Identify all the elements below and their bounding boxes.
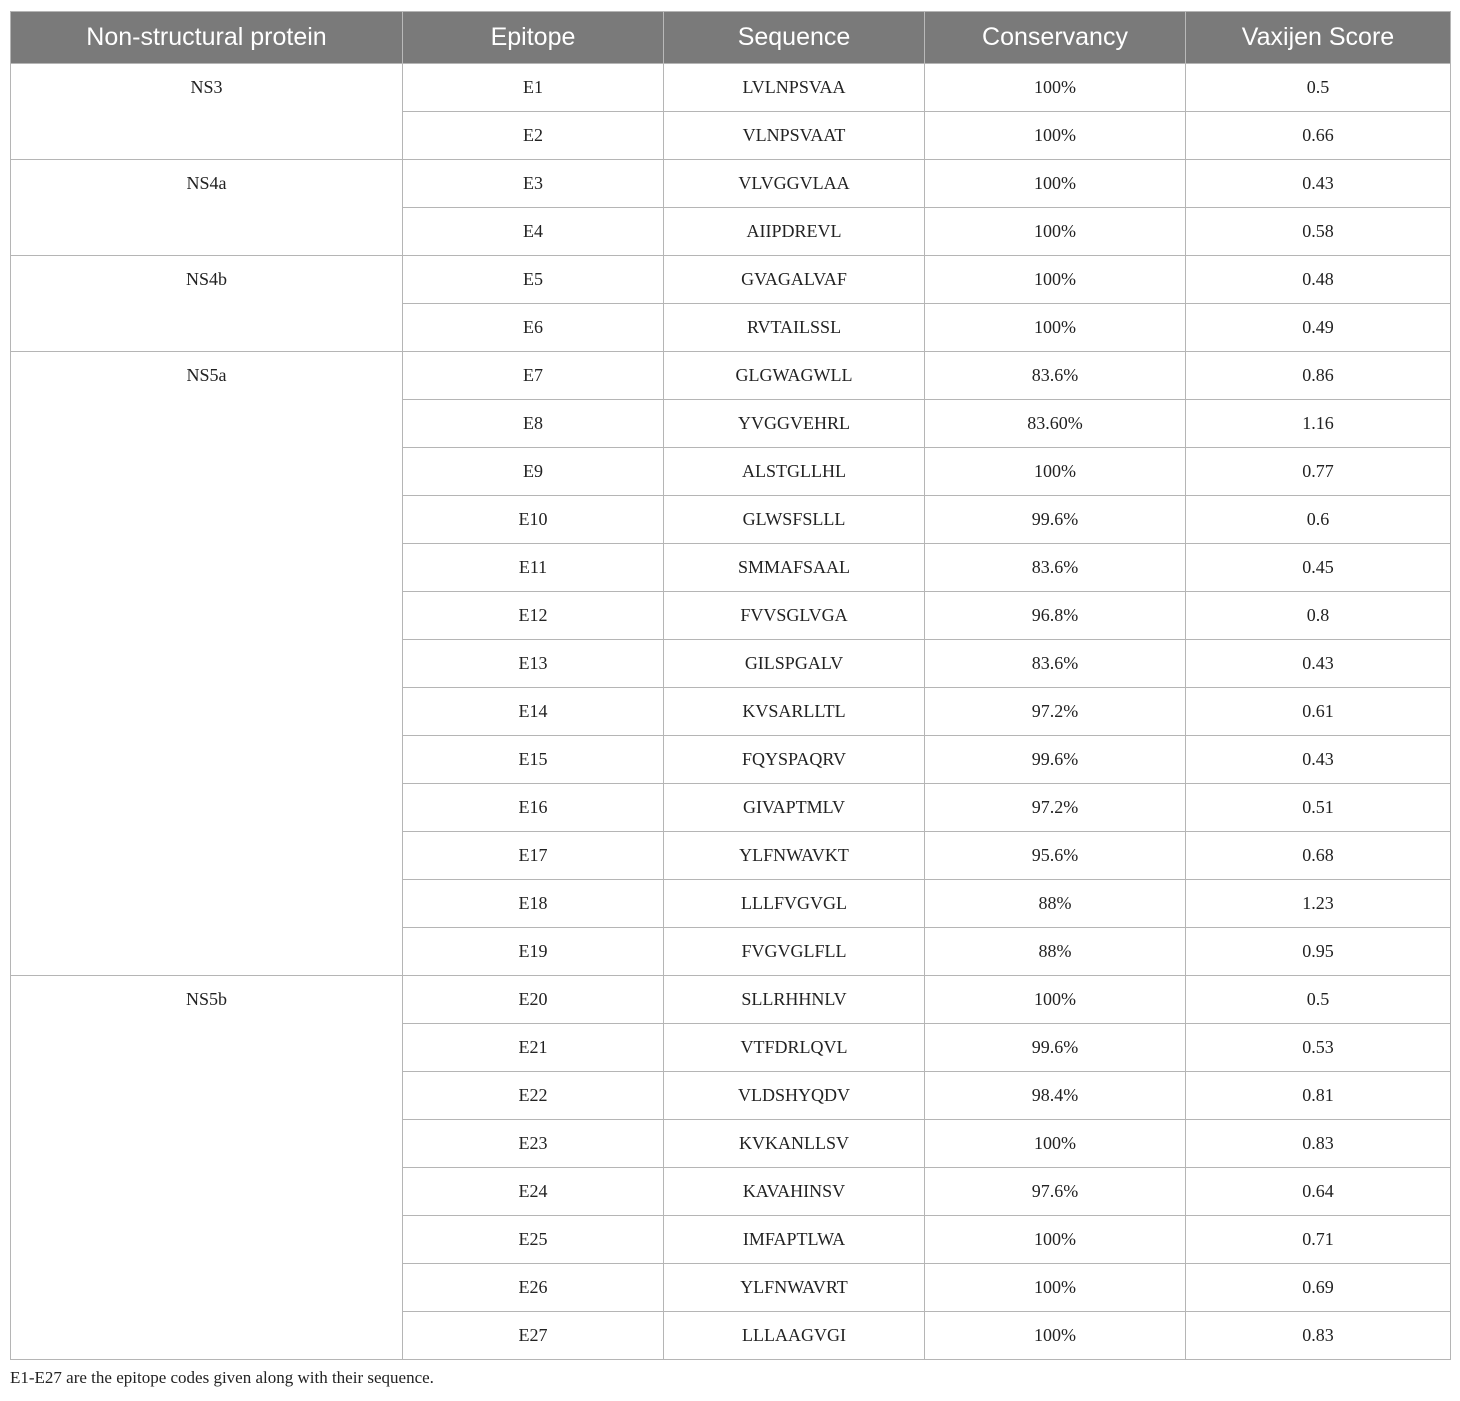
vaxijen-score-cell: 0.81 — [1186, 1072, 1451, 1120]
conservancy-cell: 100% — [925, 112, 1186, 160]
epitope-cell: E2 — [403, 112, 664, 160]
conservancy-cell: 99.6% — [925, 496, 1186, 544]
conservancy-cell: 100% — [925, 304, 1186, 352]
protein-cell: NS4b — [11, 256, 403, 352]
conservancy-cell: 88% — [925, 880, 1186, 928]
conservancy-cell: 100% — [925, 160, 1186, 208]
epitope-cell: E4 — [403, 208, 664, 256]
table-body — [11, 64, 1451, 1360]
table-row — [11, 976, 1451, 1024]
epitope-cell: E11 — [403, 544, 664, 592]
sequence-cell: SMMAFSAAL — [664, 544, 925, 592]
vaxijen-score-cell: 0.49 — [1186, 304, 1451, 352]
epitope-cell: E23 — [403, 1120, 664, 1168]
sequence-cell: YVGGVEHRL — [664, 400, 925, 448]
table-row — [11, 256, 1451, 304]
protein-cell: NS5a — [11, 352, 403, 976]
epitope-table — [10, 11, 1451, 1360]
table-row — [11, 64, 1451, 112]
epitope-cell: E3 — [403, 160, 664, 208]
header-row — [11, 12, 1451, 64]
epitope-cell: E15 — [403, 736, 664, 784]
sequence-cell: GILSPGALV — [664, 640, 925, 688]
conservancy-cell: 100% — [925, 448, 1186, 496]
sequence-cell: LVLNPSVAA — [664, 64, 925, 112]
vaxijen-score-cell: 0.66 — [1186, 112, 1451, 160]
conservancy-cell: 100% — [925, 208, 1186, 256]
epitope-cell: E13 — [403, 640, 664, 688]
vaxijen-score-cell: 0.43 — [1186, 160, 1451, 208]
epitope-cell: E14 — [403, 688, 664, 736]
protein-cell: NS5b — [11, 976, 403, 1360]
protein-cell: NS4a — [11, 160, 403, 256]
sequence-cell: LLLAAGVGI — [664, 1312, 925, 1360]
conservancy-cell: 97.2% — [925, 784, 1186, 832]
vaxijen-score-cell: 0.43 — [1186, 736, 1451, 784]
conservancy-cell: 99.6% — [925, 736, 1186, 784]
sequence-cell: VTFDRLQVL — [664, 1024, 925, 1072]
conservancy-cell: 100% — [925, 64, 1186, 112]
sequence-cell: FQYSPAQRV — [664, 736, 925, 784]
conservancy-cell: 83.6% — [925, 352, 1186, 400]
conservancy-cell: 98.4% — [925, 1072, 1186, 1120]
sequence-cell: GLGWAGWLL — [664, 352, 925, 400]
conservancy-cell: 95.6% — [925, 832, 1186, 880]
epitope-cell: E24 — [403, 1168, 664, 1216]
sequence-cell: FVVSGLVGA — [664, 592, 925, 640]
header-conservancy: Conservancy — [925, 12, 1186, 64]
epitope-cell: E27 — [403, 1312, 664, 1360]
sequence-cell: RVTAILSSL — [664, 304, 925, 352]
sequence-cell: FVGVGLFLL — [664, 928, 925, 976]
vaxijen-score-cell: 0.83 — [1186, 1312, 1451, 1360]
table-row — [11, 352, 1451, 400]
epitope-cell: E17 — [403, 832, 664, 880]
epitope-cell: E26 — [403, 1264, 664, 1312]
conservancy-cell: 100% — [925, 1264, 1186, 1312]
conservancy-cell: 100% — [925, 256, 1186, 304]
vaxijen-score-cell: 0.77 — [1186, 448, 1451, 496]
epitope-cell: E10 — [403, 496, 664, 544]
vaxijen-score-cell: 1.23 — [1186, 880, 1451, 928]
vaxijen-score-cell: 1.16 — [1186, 400, 1451, 448]
vaxijen-score-cell: 0.68 — [1186, 832, 1451, 880]
epitope-cell: E5 — [403, 256, 664, 304]
vaxijen-score-cell: 0.8 — [1186, 592, 1451, 640]
vaxijen-score-cell: 0.51 — [1186, 784, 1451, 832]
epitope-cell: E6 — [403, 304, 664, 352]
epitope-cell: E18 — [403, 880, 664, 928]
epitope-cell: E12 — [403, 592, 664, 640]
conservancy-cell: 100% — [925, 1120, 1186, 1168]
sequence-cell: ALSTGLLHL — [664, 448, 925, 496]
conservancy-cell: 83.6% — [925, 640, 1186, 688]
sequence-cell: YLFNWAVRT — [664, 1264, 925, 1312]
sequence-cell: YLFNWAVKT — [664, 832, 925, 880]
vaxijen-score-cell: 0.64 — [1186, 1168, 1451, 1216]
sequence-cell: LLLFVGVGL — [664, 880, 925, 928]
conservancy-cell: 100% — [925, 1216, 1186, 1264]
vaxijen-score-cell: 0.58 — [1186, 208, 1451, 256]
conservancy-cell: 96.8% — [925, 592, 1186, 640]
epitope-table-container — [10, 11, 1450, 1360]
conservancy-cell: 97.6% — [925, 1168, 1186, 1216]
conservancy-cell: 88% — [925, 928, 1186, 976]
table-footnote: E1-E27 are the epitope codes given along with their sequence. — [10, 1368, 434, 1387]
conservancy-cell: 83.60% — [925, 400, 1186, 448]
conservancy-cell: 97.2% — [925, 688, 1186, 736]
sequence-cell: KAVAHINSV — [664, 1168, 925, 1216]
epitope-cell: E21 — [403, 1024, 664, 1072]
epitope-cell: E8 — [403, 400, 664, 448]
vaxijen-score-cell: 0.45 — [1186, 544, 1451, 592]
header-vaxijen-score: Vaxijen Score — [1186, 12, 1451, 64]
header-protein: Non-structural protein — [11, 12, 403, 64]
vaxijen-score-cell: 0.83 — [1186, 1120, 1451, 1168]
sequence-cell: VLVGGVLAA — [664, 160, 925, 208]
vaxijen-score-cell: 0.69 — [1186, 1264, 1451, 1312]
vaxijen-score-cell: 0.95 — [1186, 928, 1451, 976]
epitope-cell: E7 — [403, 352, 664, 400]
epitope-cell: E9 — [403, 448, 664, 496]
protein-cell: NS3 — [11, 64, 403, 160]
vaxijen-score-cell: 0.5 — [1186, 976, 1451, 1024]
sequence-cell: KVKANLLSV — [664, 1120, 925, 1168]
vaxijen-score-cell: 0.5 — [1186, 64, 1451, 112]
vaxijen-score-cell: 0.43 — [1186, 640, 1451, 688]
conservancy-cell: 83.6% — [925, 544, 1186, 592]
sequence-cell: GIVAPTMLV — [664, 784, 925, 832]
vaxijen-score-cell: 0.53 — [1186, 1024, 1451, 1072]
epitope-cell: E25 — [403, 1216, 664, 1264]
epitope-cell: E22 — [403, 1072, 664, 1120]
epitope-cell: E16 — [403, 784, 664, 832]
vaxijen-score-cell: 0.48 — [1186, 256, 1451, 304]
table-row — [11, 160, 1451, 208]
sequence-cell: GLWSFSLLL — [664, 496, 925, 544]
sequence-cell: AIIPDREVL — [664, 208, 925, 256]
vaxijen-score-cell: 0.71 — [1186, 1216, 1451, 1264]
conservancy-cell: 100% — [925, 1312, 1186, 1360]
header-sequence: Sequence — [664, 12, 925, 64]
vaxijen-score-cell: 0.86 — [1186, 352, 1451, 400]
epitope-cell: E19 — [403, 928, 664, 976]
sequence-cell: SLLRHHNLV — [664, 976, 925, 1024]
conservancy-cell: 99.6% — [925, 1024, 1186, 1072]
sequence-cell: VLNPSVAAT — [664, 112, 925, 160]
sequence-cell: GVAGALVAF — [664, 256, 925, 304]
conservancy-cell: 100% — [925, 976, 1186, 1024]
sequence-cell: IMFAPTLWA — [664, 1216, 925, 1264]
epitope-cell: E1 — [403, 64, 664, 112]
vaxijen-score-cell: 0.6 — [1186, 496, 1451, 544]
table-header — [11, 12, 1451, 64]
sequence-cell: KVSARLLTL — [664, 688, 925, 736]
vaxijen-score-cell: 0.61 — [1186, 688, 1451, 736]
header-epitope: Epitope — [403, 12, 664, 64]
sequence-cell: VLDSHYQDV — [664, 1072, 925, 1120]
epitope-cell: E20 — [403, 976, 664, 1024]
